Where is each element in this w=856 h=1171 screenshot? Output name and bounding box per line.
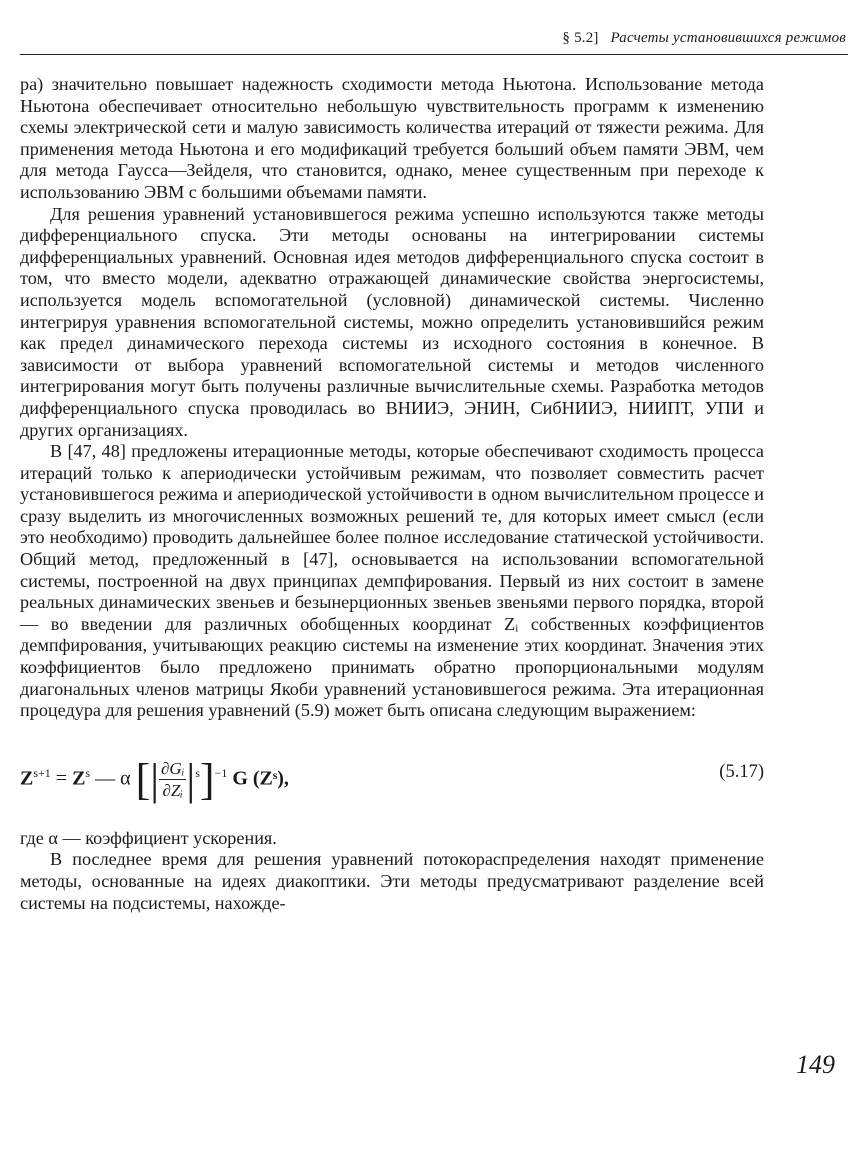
header-rule <box>20 54 848 55</box>
body-text <box>20 74 764 914</box>
formula-inverse-sup: −1 <box>214 765 228 780</box>
formula-5-17 <box>20 732 764 822</box>
formula-left-bracket: [ <box>135 754 151 804</box>
paragraph-3: В [47, 48] предложены итерационные методы, которые обеспечивают сходимость процесса итераций только к апериодически устойчивым режимам, что позволяет совместить расчет установившегося режима и апериодической устойчивости в одном вычислительном процессе и сразу выделить из многочисленных возможных решений те, для которых имеет смысл (если это необходимо) проводить дальнейшее более полное исследование статической устойчивости. Общий метод, предложенный в [47], основывается на использовании вспомогательной системы, построенной на двух принципах демпфирования. Первый из них состоит в замене реальных динамических звеньев и безынерционных звеньев звеньями первого порядка, второй — во введении для различных обобщенных координат Zᵢ собственных коэффициентов демпфирования, учитывающих реакцию системы на изменение этих координат. Значения этих коэффициентов было предложено принимать обратно пропорциональными модулям диагональных членов матрицы Якоби уравнений установившегося режима. Эта итерационная процедура для решения уравнений (5.9) может быть описана следующим выражением: <box>20 441 764 721</box>
formula-tail: G (Zˢ), <box>227 767 289 790</box>
formula-abs-sup: s <box>195 765 200 780</box>
formula-fraction <box>159 758 186 802</box>
formula-right-bracket: ] <box>199 754 215 804</box>
formula-lhs-sup: s+1 <box>33 765 51 780</box>
header-section: § 5.2] <box>562 30 599 46</box>
formula-z-sup: s <box>85 765 91 780</box>
formula-expression <box>20 754 289 804</box>
running-header <box>20 30 846 47</box>
header-title: Расчеты установившихся режимов <box>610 30 846 46</box>
formula-number: (5.17) <box>719 761 764 782</box>
formula-z: Z <box>72 767 86 790</box>
formula-left-bar: | <box>150 754 160 804</box>
paragraph-2: Для решения уравнений установившегося режима успешно используются также методы дифференциального спуска. Эти методы основаны на интегрировании системы дифференциальных уравнений. Основная идея методов дифференциального спуска состоит в том, что вместо модели, адекватно отражающей динамические свойства энергосистемы, используется модель вспомогательной (условной) динамической системы. Численно интегрируя уравнения вспомогательной системы, можно определить установившийся режим как предел динамического перехода системы из исходного состояния в конечное. В зависимости от выбора уравнений вспомогательной системы и методов численного интегрирования могут быть получены различные вычислительные схемы. Разработка методов дифференциального спуска проводилась во ВНИИЭ, ЭНИН, СибНИИЭ, НИИПТ, УПИ и других организациях. <box>20 203 764 440</box>
paragraph-5: В последнее время для решения уравнений потокораспределения находят применение методы, основанные на идеях диакоптики. Эти методы предусматривают разделение всей системы на подсистемы, нахожде- <box>20 849 764 913</box>
formula-minus-alpha: — α <box>90 767 131 790</box>
paragraph-1: ра) значительно повышает надежность сходимости метода Ньютона. Использование метода Ньютона обеспечивает относительно небольшую чувствительность программ к изменению схемы электрической сети и малую зависимость количества итераций от тяжести режима. Для применения метода Ньютона и его модификаций требуется больший объем памяти ЭВМ, чем для метода Гаусса—Зейделя, что становится, однако, менее существенным при переходе к использованию ЭВМ с большими объемами памяти. <box>20 74 764 202</box>
formula-frac-numerator: ∂Gᵢ <box>159 758 186 781</box>
formula-eq: = <box>50 767 73 790</box>
formula-frac-denominator: ∂Zᵢ <box>162 781 183 801</box>
formula-lhs: Z <box>20 767 34 790</box>
paragraph-4: где α — коэффициент ускорения. <box>20 827 277 848</box>
page-number: 149 <box>796 1050 835 1079</box>
formula-right-bar: | <box>186 754 196 804</box>
